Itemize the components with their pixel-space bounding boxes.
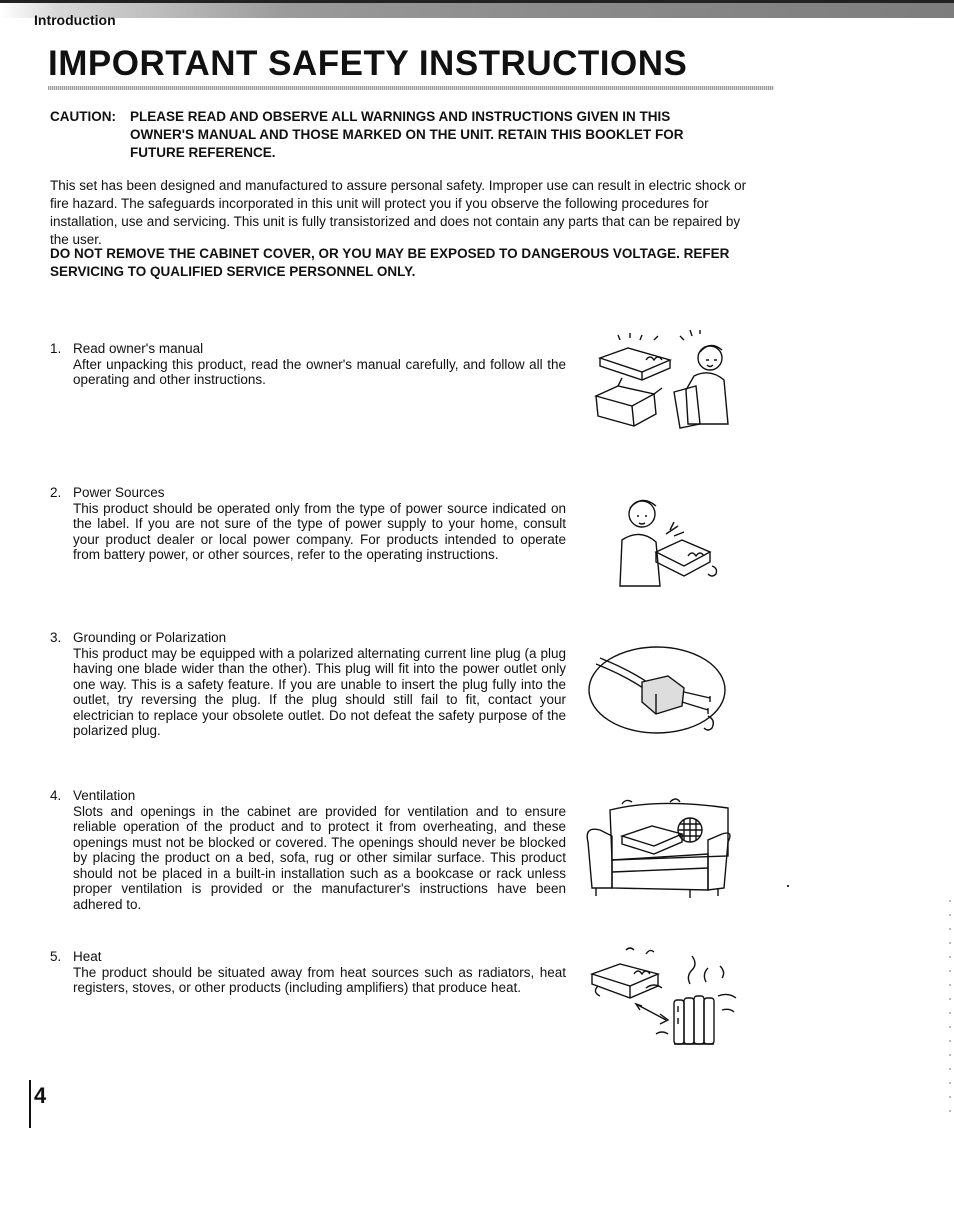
instruction-item	[50, 630, 566, 739]
title-rule	[48, 86, 774, 90]
power-sources-illustration	[612, 494, 722, 594]
caution-notice	[50, 108, 730, 162]
caution-label: CAUTION:	[50, 109, 116, 124]
item-heading: Power Sources	[73, 485, 165, 500]
item-number: 3.	[50, 630, 62, 645]
item-body: This product should be operated only from the type of power source indicated on the label. If you are not sure of the type of power supply to your home, consult your product dealer or local power company. For products intended to operate from battery power, or other sources, refer to the operating instructions.	[73, 500, 566, 562]
item-body: After unpacking this product, read the owner's manual carefully, and follow all the operating and other instructions.	[73, 356, 566, 387]
instruction-item	[50, 788, 566, 912]
item-number: 2.	[50, 485, 62, 500]
heat-radiator-illustration	[586, 944, 738, 1054]
intro-paragraph: This set has been designed and manufactured to assure personal safety. Improper use can result in electric shock or fire hazard. The safeguards incorporated in this unit will protect you if you observe the following procedures for installation, use and servicing. This unit is fully transistorized and does not contain any parts that can be repaired by the user.	[50, 178, 747, 247]
item-number: 4.	[50, 788, 62, 803]
item-heading: Ventilation	[73, 788, 136, 803]
item-body: The product should be situated away from heat sources such as radiators, heat registers, stoves, or other products (including amplifiers) that produce heat.	[73, 964, 566, 995]
item-heading: Read owner's manual	[73, 341, 204, 356]
instruction-item	[50, 949, 566, 996]
page-marker	[29, 1080, 31, 1128]
warning-paragraph: DO NOT REMOVE THE CABINET COVER, OR YOU MAY BE EXPOSED TO DANGEROUS VOLTAGE. REFER SERVICING TO QUALIFIED SERVICE PERSONNEL ONLY.	[50, 246, 730, 279]
read-manual-illustration	[588, 330, 738, 430]
page-number: 4	[34, 1083, 47, 1108]
caution-text: PLEASE READ AND OBSERVE ALL WARNINGS AND INSTRUCTIONS GIVEN IN THIS OWNER'S MANUAL AND THOSE MARKED ON THE UNIT. RETAIN THIS BOOKLET FOR FUTURE REFERENCE.	[130, 109, 684, 160]
header-bar	[0, 0, 954, 18]
item-body: This product may be equipped with a polarized alternating current line plug (a plug having one blade wider than the other). This plug will fit into the power outlet only one way. This is a safety feature. If you are unable to insert the plug fully into the outlet, try reversing the plug. If the plug should still fail to fit, contact your electrician to replace your obsolete outlet. Do not defeat the safety purpose of the polarized plug.	[73, 645, 566, 738]
item-number: 1.	[50, 341, 62, 356]
item-heading: Grounding or Polarization	[73, 630, 227, 645]
section-label: Introduction	[34, 12, 116, 28]
ventilation-sofa-illustration	[582, 796, 734, 902]
item-heading: Heat	[73, 949, 102, 964]
scan-edge	[949, 900, 951, 1120]
item-body: Slots and openings in the cabinet are provided for ventilation and to ensure reliable operation of the product and to protect it from overheating, and these openings must not be blocked or covered. The openings should never be blocked by placing the product on a bed, sofa, rug or other similar surface. This product should not be placed in a built-in installation such as a bookcase or rack unless proper ventilation is provided or the manufacturer's instructions have been adhered to.	[73, 803, 566, 912]
item-number: 5.	[50, 949, 62, 964]
stray-mark	[787, 885, 789, 887]
page-title: IMPORTANT SAFETY INSTRUCTIONS	[48, 44, 688, 83]
polarized-plug-illustration	[586, 644, 732, 744]
instruction-item	[50, 485, 566, 563]
instruction-item	[50, 341, 566, 388]
